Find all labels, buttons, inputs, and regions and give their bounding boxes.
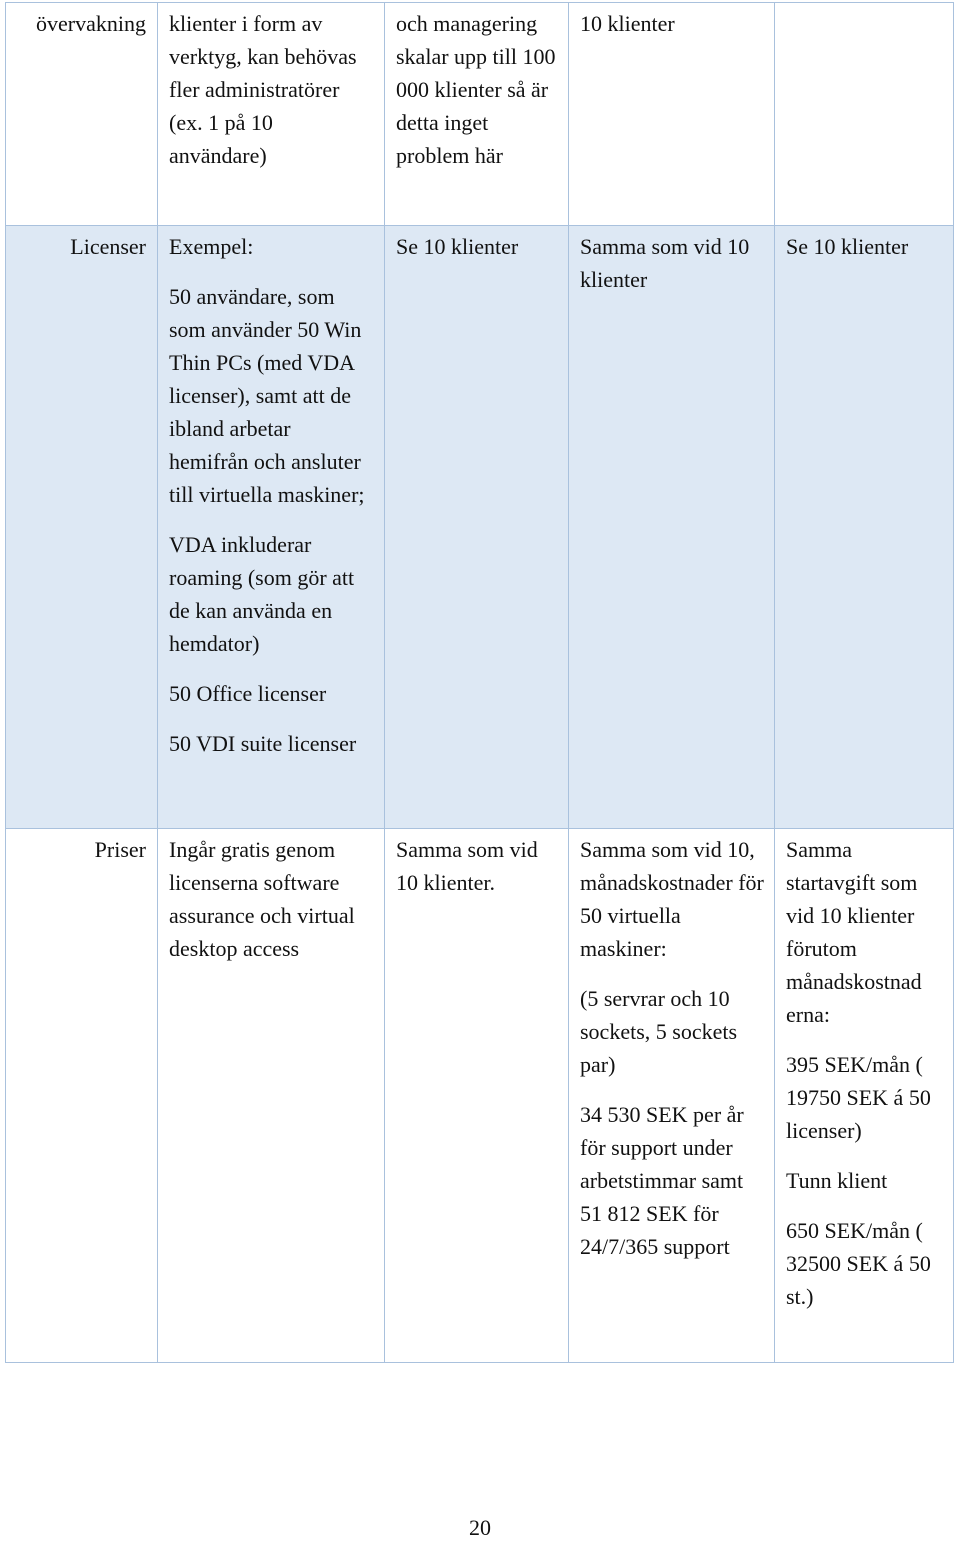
cell-text: 395 SEK/mån ( 19750 SEK á 50 licenser) bbox=[786, 1052, 931, 1143]
cell-text: och managering skalar upp till 100 000 klienter så är detta inget problem här bbox=[396, 11, 556, 168]
cell-text: Se 10 klienter bbox=[396, 234, 519, 259]
table-cell bbox=[385, 3, 569, 226]
row-label: Licenser bbox=[6, 226, 158, 829]
table-cell bbox=[158, 829, 385, 1363]
table-cell bbox=[158, 226, 385, 829]
table-cell bbox=[569, 226, 775, 829]
table-cell bbox=[775, 829, 954, 1363]
table-row-licenser bbox=[6, 226, 954, 829]
cell-text: Exempel: bbox=[169, 234, 254, 259]
cell-text: 650 SEK/mån ( 32500 SEK á 50 st.) bbox=[786, 1218, 931, 1309]
cell-text: 50 användare, som som använder 50 Win Thin PCs (med VDA licenser), samt att de ibland arbetar hemifrån och ansluter till virtuella maskiner; bbox=[169, 284, 365, 507]
cell-text: Samma som vid 10, månadskostnader för 50 virtuella maskiner: bbox=[580, 837, 764, 961]
table-cell bbox=[385, 226, 569, 829]
table-cell bbox=[569, 3, 775, 226]
cell-text: Samma som vid 10 klienter. bbox=[396, 837, 538, 895]
page-number: 20 bbox=[469, 1515, 491, 1540]
cell-text: 50 VDI suite licenser bbox=[169, 731, 357, 756]
cell-text: 50 Office licenser bbox=[169, 681, 327, 706]
table-cell bbox=[775, 226, 954, 829]
cell-text: Samma startavgift som vid 10 klienter förutom månadskostnad erna: bbox=[786, 837, 922, 1027]
table-row-priser bbox=[6, 829, 954, 1363]
table-cell bbox=[385, 829, 569, 1363]
table-cell bbox=[775, 3, 954, 226]
cell-text: Se 10 klienter bbox=[786, 234, 909, 259]
cell-text: Tunn klient bbox=[786, 1168, 888, 1193]
comparison-table bbox=[5, 2, 954, 1363]
row-label: övervakning bbox=[6, 3, 158, 226]
cell-text: 34 530 SEK per år för support under arbetstimmar samt 51 812 SEK för 24/7/365 support bbox=[580, 1102, 744, 1259]
cell-text: Samma som vid 10 klienter bbox=[580, 234, 750, 292]
cell-text: VDA inkluderar roaming (som gör att de kan använda en hemdator) bbox=[169, 532, 355, 656]
table-row-overvakning bbox=[6, 3, 954, 226]
row-label: Priser bbox=[6, 829, 158, 1363]
table-cell bbox=[569, 829, 775, 1363]
cell-text: Ingår gratis genom licenserna software assurance och virtual desktop access bbox=[169, 837, 355, 961]
cell-text: 10 klienter bbox=[580, 11, 675, 36]
cell-text: klienter i form av verktyg, kan behövas fler administratörer (ex. 1 på 10 användare) bbox=[169, 11, 357, 168]
table-cell bbox=[158, 3, 385, 226]
cell-text: (5 servrar och 10 sockets, 5 sockets par) bbox=[580, 986, 738, 1077]
